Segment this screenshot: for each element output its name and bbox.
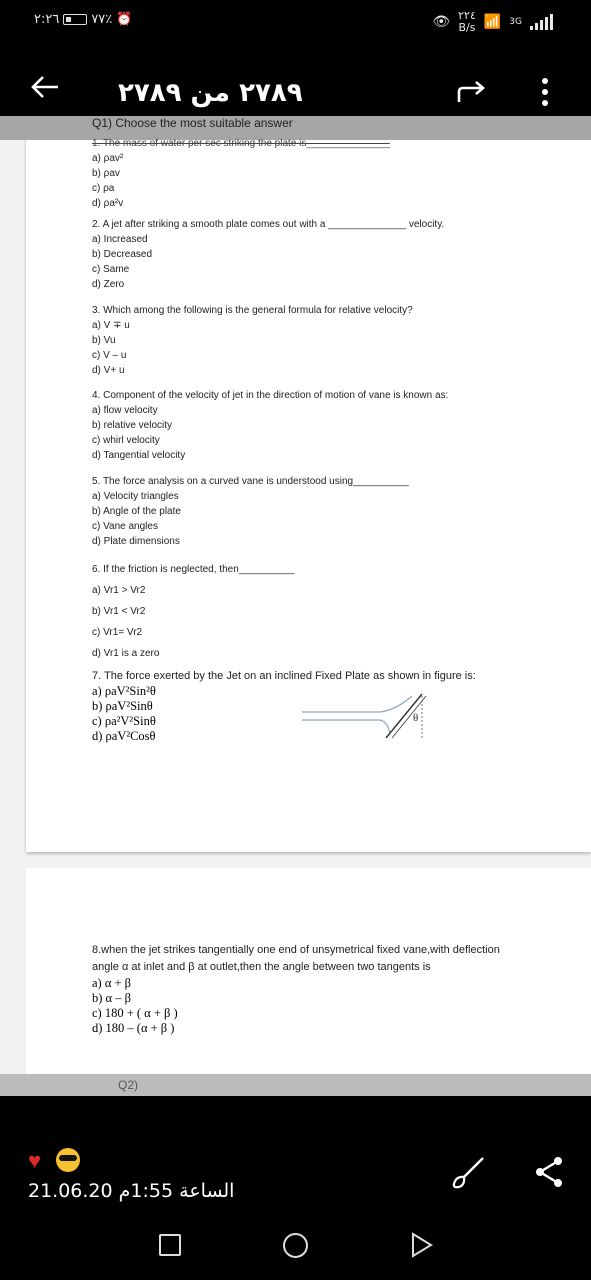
recents-icon[interactable] — [159, 1234, 181, 1256]
speed-unit: B/s — [458, 21, 476, 34]
option: b) Vr1 < Vr2 — [92, 606, 146, 617]
next-section-title: Q2) — [118, 1078, 139, 1092]
battery-icon — [63, 14, 87, 25]
speed-value: ٢٢٤ — [458, 9, 476, 22]
question-2 — [92, 217, 512, 292]
share-icon[interactable] — [534, 1156, 564, 1193]
message-caption: عفيه متحان ساعدوني — [403, 976, 565, 997]
option: b) Vu — [92, 335, 116, 346]
option: c) V – u — [92, 350, 127, 361]
question-5 — [92, 474, 512, 549]
option: d) ρaV²Cosθ — [92, 729, 156, 743]
option: a) Increased — [92, 234, 148, 245]
question-1 — [92, 136, 412, 211]
option: b) ρav — [92, 168, 120, 179]
angle-label: θ — [413, 712, 419, 724]
option: a) α + β — [92, 976, 132, 990]
inclined-plate-figure — [300, 692, 430, 744]
page-separator-bottom — [0, 1074, 591, 1096]
option: a) Vr1 > Vr2 — [92, 585, 146, 596]
option: b) Decreased — [92, 249, 153, 260]
option: d) ρa²v — [92, 198, 124, 209]
question-text: 4. Component of the velocity of jet in the direction of motion of vane is known as: — [92, 390, 449, 401]
option: d) Zero — [92, 279, 125, 290]
status-time: ٢:٢٦ — [34, 12, 60, 27]
option: a) ρav² — [92, 153, 124, 164]
option: c) Vr1= Vr2 — [92, 627, 143, 638]
signal-icon — [530, 14, 553, 30]
option: d) V+ u — [92, 365, 125, 376]
option: b) Angle of the plate — [92, 506, 181, 517]
brush-icon[interactable] — [450, 1156, 486, 1195]
question-text: 7. The force exerted by the Jet on an inclined Fixed Plate as shown in figure is: — [92, 670, 476, 682]
question-text: 2. A jet after striking a smooth plate comes out with a ______________ velocity. — [92, 219, 445, 230]
option: b) ρaV²Sinθ — [92, 699, 153, 713]
heart-icon[interactable]: ♥ — [28, 1148, 42, 1173]
status-left — [34, 12, 132, 27]
option: d) Tangential velocity — [92, 450, 186, 461]
alarm-icon: ⏰ — [116, 12, 133, 27]
option: a) ρaV²Sin²θ — [92, 684, 156, 698]
question-text: 3. Which among the following is the general formula for relative velocity? — [92, 305, 413, 316]
option: d) 180 – (α + β ) — [92, 1021, 175, 1035]
more-options-icon[interactable] — [542, 78, 548, 106]
option: c) whirl velocity — [92, 435, 160, 446]
question-3 — [92, 303, 512, 378]
question-text: 1. The mass of water per sec striking the plate is_______________ — [92, 138, 390, 149]
question-text: 8.when the jet strikes tangentially one end of unsymetrical fixed vane,with deflection angle α at inlet and β at outlet,then the angle between two tangents is — [92, 944, 500, 973]
question-4 — [92, 388, 532, 463]
status-right — [432, 10, 553, 34]
question-text: 5. The force analysis on a curved vane is understood using__________ — [92, 476, 409, 487]
network-speed — [458, 10, 476, 34]
eye-icon: 👁 — [432, 14, 451, 30]
question-text: 6. If the friction is neglected, then__________ — [92, 564, 295, 575]
battery-level: ٧٧٪ — [91, 12, 113, 27]
option: d) Plate dimensions — [92, 536, 180, 547]
wifi-icon: 📶 — [483, 14, 502, 30]
option: a) Velocity triangles — [92, 491, 179, 502]
option: a) flow velocity — [92, 405, 158, 416]
app-header — [0, 44, 591, 116]
sunglasses-emoji-icon[interactable] — [56, 1148, 80, 1172]
option: c) ρa — [92, 183, 115, 194]
back-arrow-icon[interactable] — [30, 74, 60, 106]
navigation-bar — [0, 1216, 591, 1280]
question-6 — [92, 559, 412, 664]
option: b) relative velocity — [92, 420, 173, 431]
home-icon[interactable] — [283, 1233, 308, 1258]
option: c) ρa²V²Sinθ — [92, 714, 156, 728]
section-title: Q1) Choose the most suitable answer — [92, 116, 293, 130]
option: c) Same — [92, 264, 130, 275]
back-triangle-icon[interactable] — [410, 1232, 434, 1263]
bottom-panel — [0, 1096, 591, 1216]
option: a) V ∓ u — [92, 320, 130, 331]
network-type: 3G — [509, 17, 522, 27]
document-viewer[interactable] — [0, 116, 591, 1096]
option: c) Vane angles — [92, 521, 158, 532]
page-title: ٢٧٨٩ من ٢٧٨٩ — [118, 78, 303, 108]
forward-icon[interactable] — [456, 80, 488, 109]
timestamp: 21.06.20 الساعة 1:55م — [28, 1180, 235, 1202]
option: b) α – β — [92, 991, 131, 1005]
status-bar — [0, 0, 591, 44]
option: d) Vr1 is a zero — [92, 648, 160, 659]
option: c) 180 + ( α + β ) — [92, 1006, 178, 1020]
